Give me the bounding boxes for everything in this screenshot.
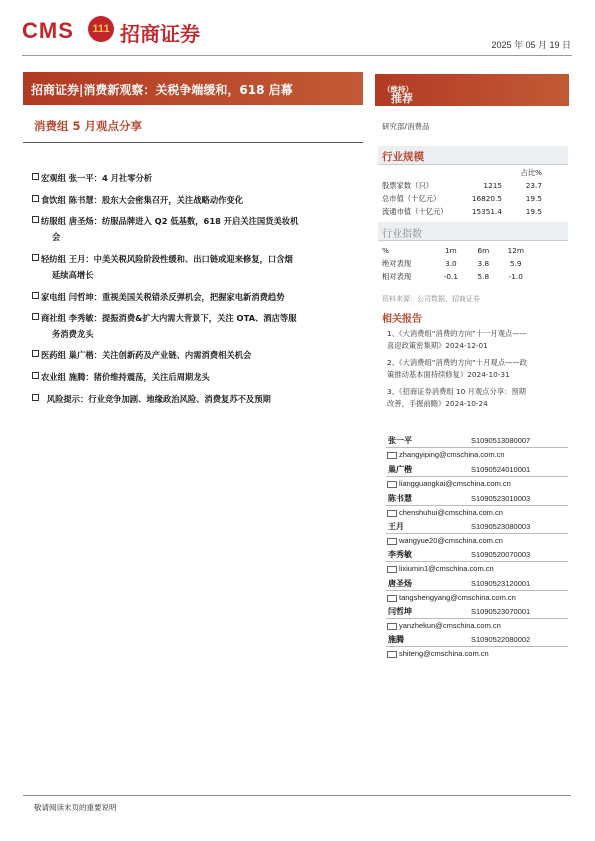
analyst-id: S1090513080007	[471, 436, 531, 445]
title-bar	[23, 72, 363, 105]
footer-divider	[23, 795, 571, 796]
col-header: 占比%	[520, 167, 542, 177]
email-icon	[387, 481, 397, 488]
bullet-item	[32, 170, 362, 186]
analyst-email[interactable]: lixiumin1@cmschina.com.cn	[399, 564, 494, 573]
email-icon	[387, 595, 397, 602]
analyst-email[interactable]: chenshuhui@cmschina.com.cn	[399, 508, 503, 517]
related-reports-heading: 相关报告	[382, 314, 422, 325]
table-row	[382, 270, 532, 283]
industry-index-table	[382, 244, 532, 283]
analyst-email[interactable]: liangguangkai@cmschina.com.cn	[399, 479, 511, 488]
bullet-text: 风险提示：行业竞争加剧、地缘政治风险、消费复苏不及预期	[46, 394, 271, 404]
related-report-line: 策推动基本面持续修复》2024-10-31	[387, 369, 510, 379]
bullet-item	[32, 251, 362, 283]
analyst-divider	[386, 447, 568, 448]
cell: -0.1	[443, 272, 459, 281]
analyst-divider	[386, 533, 568, 534]
row-value: 15351.4	[471, 207, 502, 216]
analyst-id: S1090523010003	[471, 494, 531, 503]
email-icon	[387, 623, 397, 630]
logo-cms-text: CMS	[22, 18, 74, 43]
col-header: 1m	[445, 246, 457, 255]
analyst-divider	[386, 505, 568, 506]
analyst-email[interactable]: zhangyiping@cmschina.com.cn	[399, 450, 505, 459]
table-row	[382, 244, 532, 257]
rating-label	[383, 82, 413, 105]
related-report-line: 喜迎政策密集期》2024-12-01	[387, 340, 488, 350]
col-header: 6m	[477, 246, 490, 255]
row-label: 绝对表现	[382, 258, 412, 268]
subtitle-divider	[23, 142, 363, 143]
related-report-line: 1、《大消费组“消费的方向”十一月观点——	[387, 329, 527, 338]
row-label: 相对表现	[382, 271, 412, 281]
industry-scale-heading	[378, 146, 568, 165]
analyst-name: 陈书慧	[388, 494, 412, 503]
analyst-email[interactable]: wangyue20@cmschina.com.cn	[399, 536, 503, 545]
bullet-text: 轻纺组 王月：中美关税风险阶段性缓和、出口链或迎来修复，口含烟	[41, 254, 293, 264]
company-logo	[22, 16, 222, 46]
cell: -1.0	[508, 272, 523, 281]
checkbox-square-icon	[32, 292, 39, 299]
footer-note: 敬请阅读末页的重要说明	[34, 803, 117, 812]
analyst-name: 王月	[388, 522, 404, 531]
bullet-item	[32, 289, 362, 305]
bullet-text: 农业组 施腾：猪价维持震荡，关注后周期龙头	[41, 372, 210, 382]
report-subtitle: 消费组 5 月观点分享	[34, 119, 143, 133]
bullet-item	[32, 310, 362, 342]
row-pct: 19.5	[525, 194, 542, 203]
analyst-divider	[386, 476, 568, 477]
section-title: 行业指数	[382, 229, 422, 240]
analyst-name: 闫哲坤	[388, 607, 412, 616]
checkbox-square-icon	[32, 173, 39, 180]
analyst-divider	[386, 646, 568, 647]
bullet-text: 医药组 巢广楷：关注创新药及产业链、内需消费相关机会	[41, 350, 252, 360]
bullet-text: 食饮组 陈书慧：股东大会密集召开，关注战略动作变化	[41, 195, 244, 205]
analyst-divider	[386, 618, 568, 619]
checkbox-square-icon	[32, 313, 39, 320]
row-pct: 19.5	[525, 207, 542, 216]
row-label: 总市值（十亿元）	[382, 193, 441, 203]
analyst-id: S1090523070001	[471, 607, 531, 616]
rating-bar	[375, 74, 569, 106]
row-label: 股票家数（只）	[382, 180, 434, 190]
checkbox-square-icon	[32, 216, 39, 223]
row-label: 流通市值（十亿元）	[382, 206, 448, 216]
bullet-text: 商社组 李秀敏：提振消费&扩大内需大背景下，关注 OTA、酒店等服	[41, 313, 297, 323]
analyst-name: 唐圣炀	[388, 579, 412, 588]
row-value: 1215	[483, 181, 502, 190]
table-row	[382, 205, 542, 218]
analyst-email[interactable]: yanzhekun@cmschina.com.cn	[399, 621, 501, 630]
bullet-item	[32, 213, 362, 245]
row-pct: 23.7	[525, 181, 542, 190]
section-title: 行业规模	[382, 151, 424, 163]
email-icon	[387, 510, 397, 517]
bullet-text: 纺服组 唐圣炀：纺服品牌进入 Q2 低基数，618 开启关注国货美妆机	[41, 216, 299, 226]
analyst-divider	[386, 561, 568, 562]
related-report-link[interactable]	[387, 357, 567, 380]
analyst-email[interactable]: tangshengyang@cmschina.com.cn	[399, 593, 516, 602]
logo-badge-icon: 111	[88, 16, 114, 42]
bullet-text-cont: 会	[52, 232, 61, 242]
cell: 5.9	[509, 259, 522, 268]
analyst-name: 施腾	[388, 635, 404, 644]
checkbox-square-icon	[32, 254, 39, 261]
related-report-line: 改善，手握前瞻》2024-10-24	[387, 398, 488, 408]
cell: 3.0	[445, 259, 457, 268]
analyst-name: 巢广楷	[388, 465, 412, 474]
bullet-item	[32, 347, 362, 363]
analyst-email[interactable]: shiteng@cmschina.com.cn	[399, 649, 489, 658]
analyst-id: S1090524010001	[471, 465, 531, 474]
header-divider	[22, 55, 572, 56]
logo-chinese-name: 招商证券	[120, 22, 200, 46]
email-icon	[387, 566, 397, 573]
row-value: 16820.5	[471, 194, 502, 203]
data-source: 资料来源：公司数据、招商证券	[382, 295, 480, 303]
related-report-line: 3、《招商证券消费组 10 月观点分享：预期	[387, 387, 526, 396]
report-title: 招商证券|消费新观察：关税争端缓和，618 启幕	[31, 83, 293, 97]
email-icon	[387, 452, 397, 459]
bullet-text: 宏观组 张一平：4 月社零分析	[41, 173, 153, 183]
analyst-id: S1090523120001	[471, 579, 531, 588]
related-report-link[interactable]	[387, 328, 567, 351]
col-header: %	[382, 246, 389, 255]
rating-sub: （维持）	[383, 85, 413, 94]
related-report-line: 2、《大消费组“消费的方向”十月观点——政	[387, 358, 527, 367]
report-date: 2025 年 05 月 19 日	[491, 40, 571, 50]
department: 研究部/消费品	[382, 122, 430, 131]
bullet-item	[32, 192, 362, 208]
bullet-text: 家电组 闫哲坤：重视美国关税错杀反弹机会，把握家电新消费趋势	[41, 292, 285, 302]
checkbox-square-icon	[32, 372, 39, 379]
cell: 5.8	[477, 272, 490, 281]
table-row	[382, 257, 532, 270]
email-icon	[387, 651, 397, 658]
email-icon	[387, 538, 397, 545]
rating-text: 推荐	[391, 92, 413, 105]
analyst-id: S1090522080002	[471, 635, 531, 644]
industry-scale-table	[382, 166, 542, 218]
analyst-id: S1090523080003	[471, 522, 531, 531]
bullet-text-cont: 延续高增长	[52, 270, 94, 280]
col-header: 12m	[507, 246, 524, 255]
related-report-link[interactable]	[387, 386, 567, 409]
analyst-divider	[386, 590, 568, 591]
bullet-item	[32, 369, 362, 385]
industry-index-heading	[378, 222, 568, 241]
analyst-name: 张一平	[388, 436, 412, 445]
table-row	[382, 166, 542, 179]
checkbox-square-icon	[32, 195, 39, 202]
analyst-name: 李秀敏	[388, 550, 412, 559]
table-row	[382, 192, 542, 205]
bullet-text-cont: 务消费龙头	[52, 329, 94, 339]
checkbox-square-icon	[32, 350, 39, 357]
risk-warning	[32, 391, 362, 407]
table-row	[382, 179, 542, 192]
cell: 3.8	[477, 259, 490, 268]
checkbox-square-icon	[32, 394, 39, 401]
analyst-id: S1090520070003	[471, 550, 531, 559]
